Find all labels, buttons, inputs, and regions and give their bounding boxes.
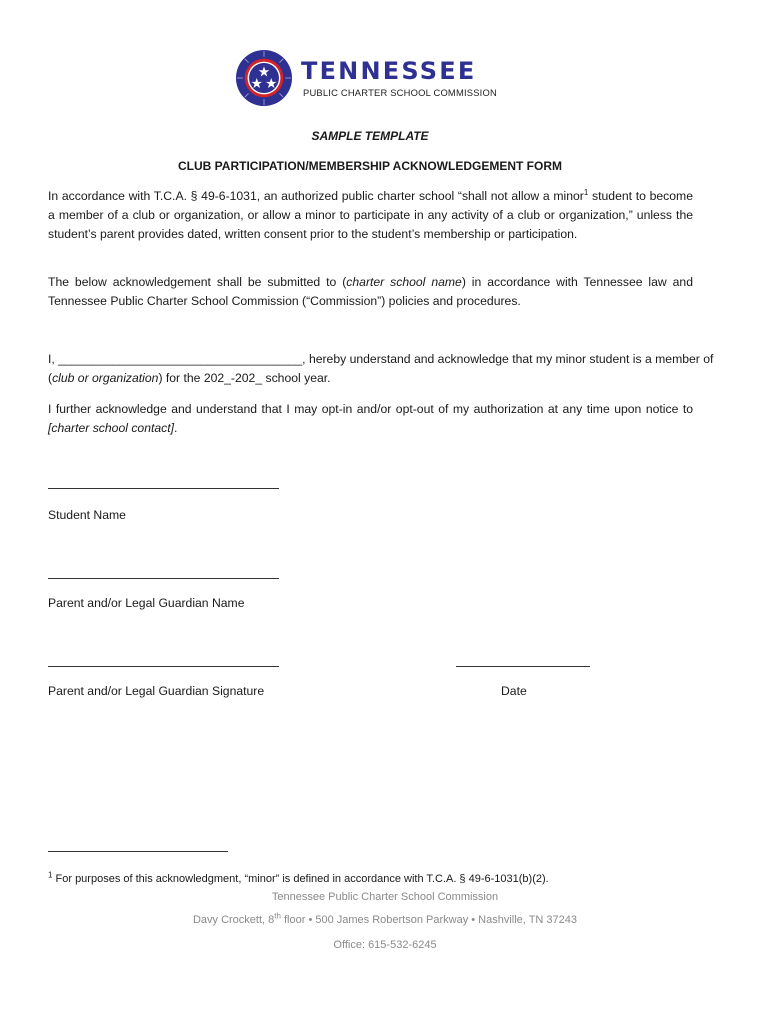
sample-template-title: SAMPLE TEMPLATE bbox=[311, 129, 429, 143]
tennessee-seal-icon bbox=[235, 49, 293, 107]
footnote-separator bbox=[48, 851, 228, 852]
submission-text-end: ) in accordance with Tennessee law and Tennessee Public Charter School Commission (“Commission”) policies and procedures. bbox=[48, 275, 693, 308]
footnote-marker: 1 bbox=[583, 187, 589, 197]
footer-office-phone: Office: 615-532-6245 bbox=[333, 939, 437, 951]
student-name-line[interactable] bbox=[48, 488, 279, 489]
guardian-name-line[interactable] bbox=[48, 578, 279, 579]
opt-text-end: . bbox=[174, 421, 178, 435]
date-line[interactable] bbox=[456, 666, 590, 667]
acknowledgement-line-2 bbox=[48, 369, 693, 388]
opt-in-out-paragraph bbox=[48, 400, 693, 438]
submission-paragraph bbox=[48, 273, 693, 311]
charter-school-contact-placeholder: [charter school contact] bbox=[48, 421, 174, 435]
footer-org-name: Tennessee Public Charter School Commission bbox=[271, 891, 499, 903]
footer-address-start: Davy Crockett, 8 bbox=[192, 914, 275, 926]
footnote-text: For purposes of this acknowledgment, “minor” is defined in accordance with T.C.A. § 49-6-1031(b)(2). bbox=[52, 873, 549, 885]
intro-text-end: student to become a member of a club or organization, or allow a minor to participate in any activity of a club or organization,” unless the student’s parent provides dated, written consent prior to the student’s membership or participation. bbox=[48, 189, 693, 241]
logo-subtitle: PUBLIC CHARTER SCHOOL COMMISSION bbox=[303, 87, 497, 98]
paren-open: ( bbox=[48, 371, 53, 385]
logo-title: TENNESSEE bbox=[301, 57, 477, 85]
footer-address-sup: th bbox=[274, 911, 281, 921]
intro-text-start: In accordance with T.C.A. § 49-6-1031, an authorized public charter school “shall not allow a minor bbox=[48, 189, 584, 203]
opt-text-start: I further acknowledge and understand that I may opt-in and/or opt-out of my authorization at any time upon notice to bbox=[48, 402, 693, 416]
logo-text bbox=[301, 58, 497, 98]
commission-logo bbox=[235, 49, 497, 107]
intro-paragraph bbox=[48, 187, 693, 244]
footnote bbox=[48, 870, 549, 885]
submission-text-start: The below acknowledgement shall be submitted to ( bbox=[48, 275, 347, 289]
footer-address bbox=[0, 911, 770, 926]
guardian-signature-line[interactable] bbox=[48, 666, 279, 667]
charter-school-name-placeholder: charter school name bbox=[346, 275, 462, 289]
guardian-name-label: Parent and/or Legal Guardian Name bbox=[48, 596, 245, 610]
footnote-number: 1 bbox=[48, 870, 53, 880]
student-name-label: Student Name bbox=[48, 508, 126, 522]
form-title: CLUB PARTICIPATION/MEMBERSHIP ACKNOWLEDGEMENT FORM bbox=[178, 159, 562, 173]
acknowledgement-line-1: I, ____________________________________, hereby understand and acknowledge that my minor student is a member of bbox=[48, 352, 714, 366]
footer-address-end: floor • 500 James Robertson Parkway • Nashville, TN 37243 bbox=[280, 914, 578, 926]
acknowledgement-paragraph bbox=[48, 350, 714, 388]
guardian-signature-label: Parent and/or Legal Guardian Signature bbox=[48, 684, 265, 698]
date-label: Date bbox=[501, 684, 527, 698]
club-organization-placeholder: club or organization bbox=[52, 371, 159, 385]
school-year-text: ) for the 202_-202_ school year. bbox=[158, 371, 331, 385]
